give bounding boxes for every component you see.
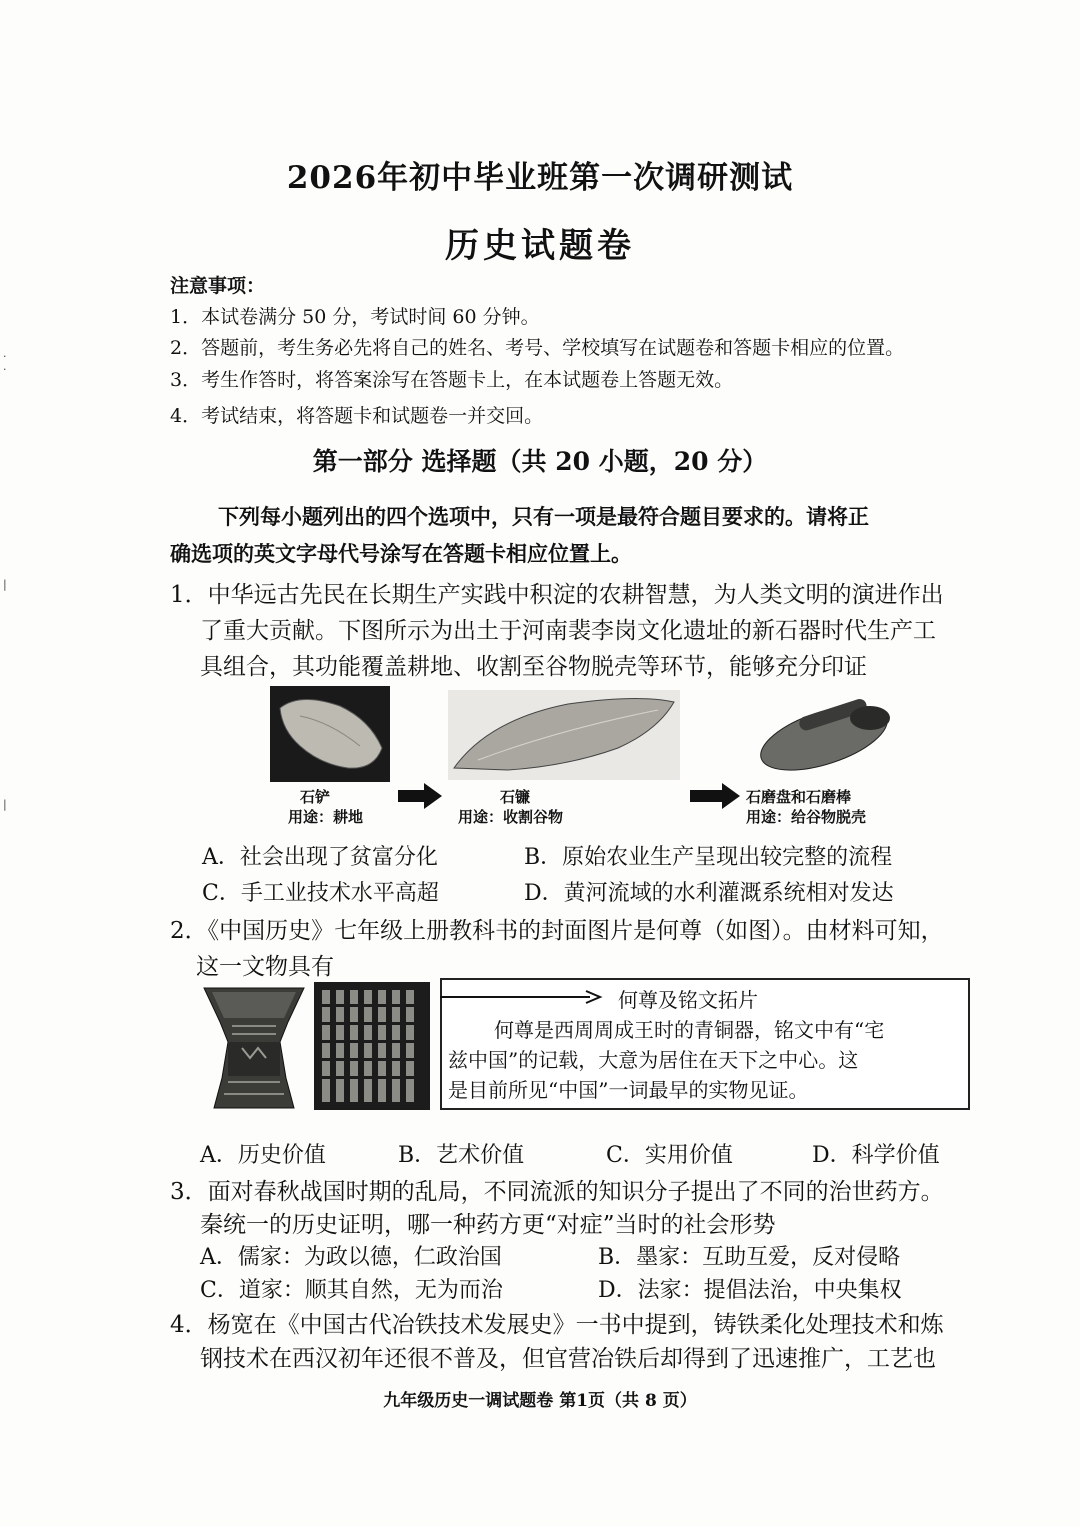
tool-name: 石磨盘和石磨棒 xyxy=(746,788,852,806)
box-text: 兹中国”的记载，大意为居住在天下之中心。这 xyxy=(448,1048,859,1072)
section-instruction: 下列每小题列出的四个选项中，只有一项是最符合题目要求的。请将正 xyxy=(218,504,869,529)
option-a[interactable]: A．社会出现了贫富分化 xyxy=(202,845,438,870)
page-footer: 九年级历史一调试题卷 第1页（共 8 页） xyxy=(383,1391,697,1411)
option-b[interactable]: B．墨家：互助互爱，反对侵略 xyxy=(598,1245,901,1270)
option-b[interactable]: B．原始农业生产呈现出较完整的流程 xyxy=(524,845,893,870)
question-1-text: 具组合，其功能覆盖耕地、收割至谷物脱壳等环节，能够充分印证 xyxy=(200,654,867,680)
stone-sickle-image xyxy=(448,690,680,780)
question-1-text: 了重大贡献。下图所示为出土于河南裴李岗文化遗址的新石器时代生产工 xyxy=(200,618,936,644)
option-c[interactable]: C．道家：顺其自然，无为而治 xyxy=(200,1278,503,1303)
margin-mark: · · xyxy=(3,350,7,376)
arrow-icon xyxy=(690,783,740,813)
tool-use: 用途：耕地 xyxy=(288,808,364,826)
tool-name: 石镰 xyxy=(500,788,531,806)
margin-mark: | xyxy=(3,798,7,811)
question-3-text: 3．面对春秋战国时期的乱局，不同流派的知识分子提出了不同的治世药方。 xyxy=(170,1179,944,1205)
question-3-text: 秦统一的历史证明，哪一种药方更“对症”当时的社会形势 xyxy=(200,1212,776,1238)
inscription-rubbing-image xyxy=(314,982,430,1110)
question-2-text: 2．《中国历史》七年级上册教科书的封面图片是何尊（如图）。由材料可知， xyxy=(170,918,944,944)
option-d[interactable]: D．黄河流域的水利灌溉系统相对发达 xyxy=(524,881,894,906)
question-2-text: 这一文物具有 xyxy=(196,954,334,980)
margin-mark: | xyxy=(3,578,7,591)
exam-title: 2026年初中毕业班第一次调研测试 xyxy=(286,160,794,196)
option-d[interactable]: D．科学价值 xyxy=(812,1143,940,1168)
box-text: 何尊是西周周成王时的青铜器，铭文中有“宅 xyxy=(494,1018,885,1042)
box-title: 何尊及铭文拓片 xyxy=(618,988,758,1012)
option-b[interactable]: B．艺术价值 xyxy=(398,1143,525,1168)
question-4-text: 钢技术在西汉初年还很不普及，但官营冶铁后却得到了迅速推广，工艺也 xyxy=(200,1346,936,1372)
grinding-stone-image xyxy=(752,690,900,782)
section-title: 第一部分 选择题（共 20 小题，20 分） xyxy=(312,447,768,476)
section-instruction: 确选项的英文字母代号涂写在答题卡相应位置上。 xyxy=(170,541,632,566)
notice-item: 3．考生作答时，将答案涂写在答题卡上，在本试题卷上答题无效。 xyxy=(170,369,734,391)
he-zun-vessel-image xyxy=(202,982,306,1112)
question-1-text: 1．中华远古先民在长期生产实践中积淀的农耕智慧，为人类文明的演进作出 xyxy=(170,582,944,608)
tool-use: 用途：收割谷物 xyxy=(458,808,564,826)
notice-heading: 注意事项： xyxy=(170,275,266,297)
option-d[interactable]: D．法家：提倡法治，中央集权 xyxy=(598,1278,902,1303)
tool-use: 用途：给谷物脱壳 xyxy=(746,808,867,826)
question-4-text: 4．杨宽在《中国古代冶铁技术发展史》一书中提到，铸铁柔化处理技术和炼 xyxy=(170,1312,944,1338)
notice-item: 1．本试卷满分 50 分，考试时间 60 分钟。 xyxy=(170,306,540,328)
exam-subtitle: 历史试题卷 xyxy=(445,226,635,266)
stone-shovel-image xyxy=(270,686,390,782)
notice-item: 2．答题前，考生务必先将自己的姓名、考号、学校填写在试题卷和答题卡相应的位置。 xyxy=(170,337,905,359)
option-c[interactable]: C．手工业技术水平高超 xyxy=(202,881,439,906)
arrow-icon xyxy=(398,783,442,813)
tool-name: 石铲 xyxy=(300,788,331,806)
box-text: 是目前所见“中国”一词最早的实物见证。 xyxy=(448,1078,809,1102)
option-c[interactable]: C．实用价值 xyxy=(606,1143,733,1168)
connector-arrow-icon xyxy=(440,989,610,1009)
option-a[interactable]: A．历史价值 xyxy=(200,1143,326,1168)
notice-item: 4．考试结束，将答题卡和试题卷一并交回。 xyxy=(170,405,544,427)
option-a[interactable]: A．儒家：为政以德，仁政治国 xyxy=(200,1245,502,1270)
